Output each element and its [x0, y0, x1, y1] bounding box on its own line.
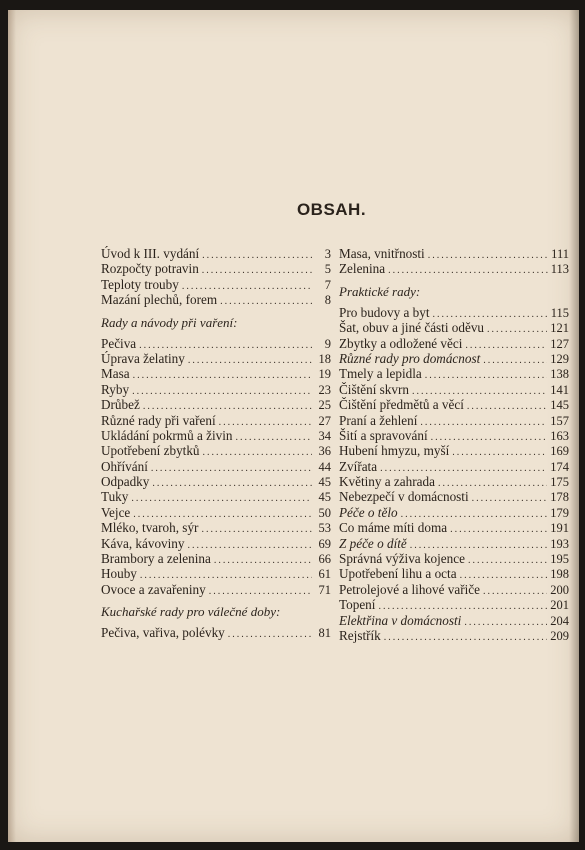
toc-page-number: 204: [550, 613, 569, 628]
toc-page-number: 175: [550, 475, 569, 490]
toc-leader-dots: [468, 553, 547, 568]
toc-entry-title: Masa: [101, 366, 130, 382]
toc-page-number: 9: [324, 336, 331, 351]
toc-entry-title: Tuky: [101, 489, 129, 505]
toc-entry-title: Ovoce a zavařeniny: [101, 581, 206, 597]
toc-page-number: 113: [550, 262, 569, 277]
toc-page-number: 169: [550, 444, 569, 459]
toc-leader-dots: [384, 630, 547, 645]
toc-left-column: [101, 246, 331, 641]
toc-page-number: 200: [550, 582, 569, 597]
toc-entry: [101, 277, 331, 292]
page-shadow-left: [8, 10, 16, 842]
toc-entry: [339, 459, 569, 474]
toc-page-number: 157: [550, 413, 569, 428]
toc-entry-title: Upotřebení zbytků: [101, 443, 200, 459]
toc-entry-title: Rozpočty potravin: [101, 261, 199, 277]
toc-entry-title: Petrolejové a lihové vařiče: [339, 581, 480, 597]
toc-leader-dots: [202, 263, 312, 278]
toc-page-number: 45: [318, 490, 331, 505]
toc-entry: [339, 489, 569, 504]
toc-leader-dots: [464, 615, 547, 630]
toc-leader-dots: [188, 353, 312, 368]
page-shadow-right: [569, 10, 579, 842]
toc-page-number: 201: [550, 598, 569, 613]
toc-page-number: 111: [551, 247, 569, 261]
toc-entry: [339, 261, 569, 276]
toc-leader-dots: [201, 522, 312, 537]
toc-entry-title: Teploty trouby: [101, 276, 179, 292]
toc-entry: [339, 413, 569, 428]
toc-entry-title: Topení: [339, 597, 376, 613]
toc-entry-title: Masa, vnitřnosti: [339, 246, 425, 261]
toc-page-number: 138: [550, 367, 569, 382]
toc-entry-title: Brambory a zelenina: [101, 551, 211, 567]
toc-page-number: 44: [318, 459, 331, 474]
toc-entry: [339, 582, 569, 597]
toc-leader-dots: [450, 522, 547, 537]
toc-entry-title: Květiny a zahrada: [339, 474, 435, 490]
toc-entry: [339, 628, 569, 643]
toc-entry-title: Úvod k III. vydání: [101, 246, 200, 261]
toc-entry-title: Ukládání pokrmů a živin: [101, 427, 233, 443]
toc-leader-dots: [235, 430, 312, 445]
toc-entry: [101, 625, 331, 640]
toc-page-number: 129: [550, 351, 569, 366]
toc-page-number: 127: [550, 336, 569, 351]
toc-page-number: 19: [318, 367, 331, 382]
toc-leader-dots: [131, 491, 312, 506]
toc-leader-dots: [209, 584, 312, 599]
toc-entry: [339, 336, 569, 351]
toc-page-number: 36: [318, 444, 331, 459]
toc-section-heading: Praktické rady:: [339, 283, 421, 299]
toc-page-number: 34: [318, 428, 331, 443]
toc-entry: [339, 520, 569, 535]
toc-entry-title: Houby: [101, 566, 137, 582]
toc-entry: [101, 489, 331, 504]
toc-entry: [101, 351, 331, 366]
toc-leader-dots: [220, 294, 312, 309]
toc-entry-title: Pečiva, vařiva, polévky: [101, 625, 225, 641]
toc-entry: [339, 246, 569, 261]
toc-page-number: 198: [550, 567, 569, 582]
toc-leader-dots: [228, 627, 312, 642]
toc-leader-dots: [425, 368, 547, 383]
toc-page-number: 195: [550, 552, 569, 567]
toc-entry-title: Zbytky a odložené věci: [339, 335, 463, 351]
toc-entry: [339, 536, 569, 551]
toc-entry-title: Zvířata: [339, 458, 378, 474]
toc-entry: [101, 459, 331, 474]
toc-entry-title: Drůbež: [101, 397, 140, 413]
toc-entry: [101, 474, 331, 489]
toc-page-number: 25: [318, 398, 331, 413]
toc-page-number: 27: [318, 413, 331, 428]
toc-entry-title: Mléko, tvaroh, sýr: [101, 520, 199, 536]
toc-entry-title: Nebezpečí v domácnosti: [339, 489, 469, 505]
toc-entry: [339, 320, 569, 335]
toc-entry-title: Odpadky: [101, 474, 150, 490]
toc-page-number: 178: [550, 490, 569, 505]
toc-entry: [101, 443, 331, 458]
toc-entry: [101, 382, 331, 397]
toc-page-number: 5: [324, 262, 331, 277]
toc-entry: [101, 261, 331, 276]
toc-leader-dots: [483, 584, 547, 599]
toc-entry: [101, 428, 331, 443]
toc-entry-title: Tmely a lepidla: [339, 366, 422, 382]
toc-entry-title: Upotřebení lihu a octa: [339, 566, 457, 582]
toc-page-number: 53: [318, 521, 331, 536]
toc-entry: [339, 397, 569, 412]
toc-entry: [339, 505, 569, 520]
toc-page-number: 66: [318, 552, 331, 567]
toc-entry: [101, 366, 331, 381]
toc-entry-title: Praní a žehlení: [339, 412, 418, 428]
toc-entry: [339, 382, 569, 397]
toc-entry-title: Ryby: [101, 381, 130, 397]
toc-leader-dots: [214, 553, 312, 568]
toc-entry: [101, 292, 331, 307]
toc-entry-title: Ohřívání: [101, 458, 148, 474]
toc-leader-dots: [151, 461, 312, 476]
toc-page-number: 163: [550, 428, 569, 443]
book-page: [8, 10, 579, 842]
toc-page-number: 71: [318, 582, 331, 597]
toc-page-number: 193: [550, 536, 569, 551]
toc-page-number: 7: [324, 277, 331, 292]
toc-page-number: 45: [318, 475, 331, 490]
toc-leader-dots: [219, 415, 312, 430]
toc-entry: [339, 428, 569, 443]
toc-page-number: 141: [550, 382, 569, 397]
toc-entry: [339, 351, 569, 366]
toc-right-column: [339, 246, 569, 643]
toc-page-number: 50: [318, 505, 331, 520]
toc-page-number: 69: [318, 536, 331, 551]
toc-page-number: 191: [550, 521, 569, 536]
toc-leader-dots: [388, 263, 548, 278]
toc-entry-title: Hubení hmyzu, myší: [339, 443, 450, 459]
page-title: OBSAH.: [296, 200, 367, 219]
toc-entry-title: Mazání plechů, forem: [101, 292, 218, 308]
toc-page-number: 179: [550, 505, 569, 520]
toc-entry: [339, 551, 569, 566]
toc-entry: [101, 336, 331, 351]
toc-entry-title: Vejce: [101, 504, 131, 520]
toc-entry: [101, 413, 331, 428]
toc-entry: [101, 505, 331, 520]
toc-leader-dots: [420, 415, 547, 430]
toc-entry: [101, 566, 331, 581]
toc-entry: [339, 566, 569, 581]
toc-entry-title: Různé rady pro domácnost: [339, 350, 481, 366]
toc-entry-title: Co máme míti doma: [339, 520, 448, 536]
toc-entry-title: Šití a spravování: [339, 427, 428, 443]
toc-section-heading: Kuchařské rady pro válečné doby:: [101, 604, 281, 620]
toc-entry-title: Různé rady při vaření: [101, 412, 216, 428]
toc-entry: [101, 520, 331, 535]
toc-entry-title: Správná výživa kojence: [339, 551, 465, 567]
toc-leader-dots: [483, 353, 547, 368]
toc-page-number: 3: [324, 247, 331, 261]
toc-leader-dots: [152, 476, 312, 491]
toc-page-number: 23: [318, 382, 331, 397]
toc-page-number: 145: [550, 398, 569, 413]
toc-entry: [339, 443, 569, 458]
toc-entry: [101, 246, 331, 261]
toc-entry: [101, 397, 331, 412]
toc-section-heading: Rady a návody při vaření:: [101, 314, 238, 330]
toc-entry-title: Čištění skvrn: [339, 381, 409, 397]
toc-leader-dots: [202, 248, 312, 263]
toc-entry-title: Péče o tělo: [339, 504, 398, 520]
toc-entry: [339, 305, 569, 320]
toc-page-number: 209: [550, 628, 569, 643]
toc-leader-dots: [472, 491, 548, 506]
toc-page-number: 174: [550, 459, 569, 474]
toc-entry: [339, 366, 569, 381]
toc-entry-title: Pečiva: [101, 335, 137, 351]
toc-entry-title: Z péče o dítě: [339, 535, 407, 551]
toc-leader-dots: [428, 248, 548, 263]
toc-entry-title: Čištění předmětů a věcí: [339, 397, 464, 413]
toc-entry-title: Úprava želatiny: [101, 350, 185, 366]
toc-entry-title: Pro budovy a byt: [339, 304, 430, 320]
toc-entry: [101, 536, 331, 551]
toc-entry: [339, 474, 569, 489]
toc-leader-dots: [132, 384, 312, 399]
toc-leader-dots: [487, 322, 547, 337]
toc-entry-title: Zelenina: [339, 261, 386, 277]
toc-page-number: 61: [318, 567, 331, 582]
toc-entry-title: Elektřina v domácnosti: [339, 612, 462, 628]
toc-page-number: 81: [318, 626, 331, 641]
toc-leader-dots: [203, 445, 312, 460]
toc-entry-title: Káva, kávoviny: [101, 535, 185, 551]
toc-entry: [101, 551, 331, 566]
toc-entry: [339, 613, 569, 628]
toc-page-number: 8: [324, 293, 331, 308]
toc-page-number: 121: [550, 321, 569, 336]
toc-leader-dots: [452, 445, 547, 460]
toc-entry-title: Šat, obuv a jiné části oděvu: [339, 320, 485, 336]
toc-leader-dots: [133, 368, 312, 383]
toc-leader-dots: [467, 399, 547, 414]
toc-entry-title: Rejstřík: [339, 627, 381, 643]
toc-page-number: 18: [318, 351, 331, 366]
toc-entry: [101, 582, 331, 597]
toc-entry: [339, 597, 569, 612]
toc-page-number: 115: [550, 305, 569, 320]
